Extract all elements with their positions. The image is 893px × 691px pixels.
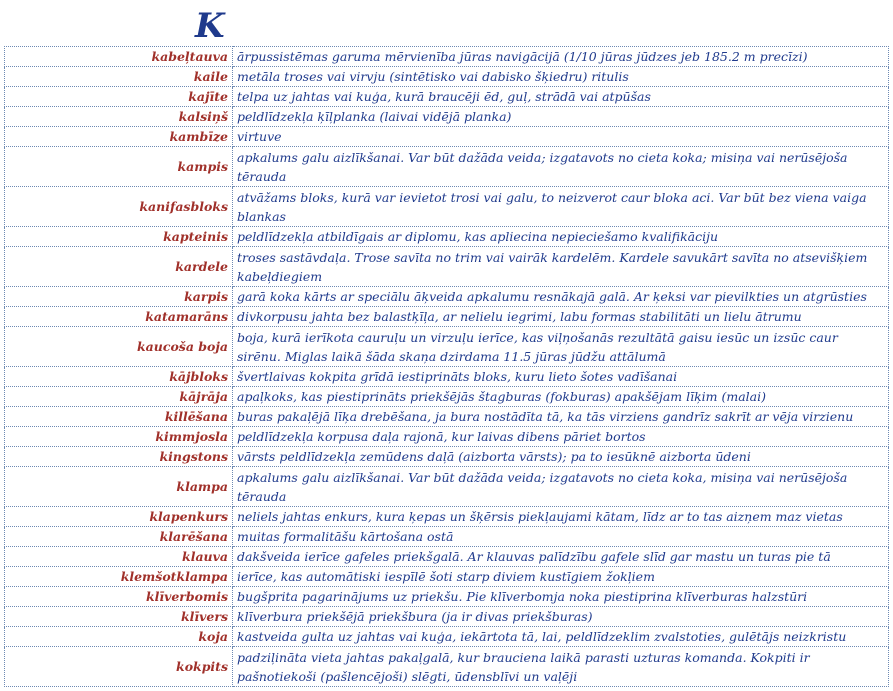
glossary-row: [5, 447, 889, 467]
glossary-term: kardele: [5, 247, 233, 287]
glossary-definition: ārpussistēmas garuma mērvienība jūras navigācijā (1/10 jūras jūdzes jeb 185.2 m precīzi): [233, 47, 889, 67]
glossary-term: kingstons: [5, 447, 233, 467]
glossary-term: klīverbomis: [5, 587, 233, 607]
glossary-term: kalsiņš: [5, 107, 233, 127]
glossary-definition: muitas formalitāšu kārtošana ostā: [233, 527, 889, 547]
glossary-definition: buras pakaļējā līķa drebēšana, ja bura nostādīta tā, ka tās virziens gandrīz sakrīt ar vēja virzienu: [233, 407, 889, 427]
glossary-row: [5, 387, 889, 407]
glossary-row: [5, 107, 889, 127]
glossary-definition: peldlīdzekļa ķīļplanka (laivai vidējā planka): [233, 107, 889, 127]
glossary-definition: divkorpusu jahta bez balastķīļa, ar nelielu iegrimi, labu formas stabilitāti un lielu ātrumu: [233, 307, 889, 327]
glossary-term: kājrāja: [5, 387, 233, 407]
glossary-term: koja: [5, 627, 233, 647]
glossary-row: [5, 127, 889, 147]
glossary-definition: peldlīdzekļa korpusa daļa rajonā, kur laivas dibens pāriet bortos: [233, 427, 889, 447]
glossary-definition: troses sastāvdaļa. Trose savīta no trim vai vairāk kardelēm. Kardele savukārt savīta no atsevišķiem kabeļdiegiem: [233, 247, 889, 287]
glossary-row: [5, 527, 889, 547]
glossary-row: [5, 247, 889, 287]
glossary-row: [5, 427, 889, 447]
glossary-term: kapteinis: [5, 227, 233, 247]
glossary-term: kampis: [5, 147, 233, 187]
glossary-term: kabeļtauva: [5, 47, 233, 67]
glossary-row: [5, 327, 889, 367]
glossary-row: [5, 587, 889, 607]
glossary-term: katamarāns: [5, 307, 233, 327]
glossary-term: kanifasbloks: [5, 187, 233, 227]
glossary-definition: garā koka kārts ar speciālu āķveida apkalumu resnākajā galā. Ar ķeksi var pievilkties un atgrūsties: [233, 287, 889, 307]
glossary-term: klīvers: [5, 607, 233, 627]
glossary-term: klapenkurs: [5, 507, 233, 527]
glossary-definition: klīverbura priekšējā priekšbura (ja ir divas priekšburas): [233, 607, 889, 627]
glossary-row: [5, 307, 889, 327]
glossary-row: [5, 187, 889, 227]
glossary-row: [5, 47, 889, 67]
glossary-row: [5, 467, 889, 507]
glossary-term: klampa: [5, 467, 233, 507]
glossary-row: [5, 287, 889, 307]
glossary-term: karpis: [5, 287, 233, 307]
glossary-term: kimmjosla: [5, 427, 233, 447]
glossary-definition: virtuve: [233, 127, 889, 147]
glossary-definition: ierīce, kas automātiski iespīlē šoti starp diviem kustīgiem žokļiem: [233, 567, 889, 587]
glossary-term: kambīze: [5, 127, 233, 147]
glossary-term: klauva: [5, 547, 233, 567]
glossary-definition: padziļināta vieta jahtas pakaļgalā, kur brauciena laikā parasti uzturas komanda. Kokpiti ir pašnotiekoši (pašlencējoši) slēgti, ūdensblīvi un vaļēji: [233, 647, 889, 687]
glossary-row: [5, 627, 889, 647]
glossary-definition: dakšveida ierīce gafeles priekšgalā. Ar klauvas palīdzību gafele slīd gar mastu un turas pie tā: [233, 547, 889, 567]
glossary-definition: boja, kurā ierīkota cauruļu un virzuļu ierīce, kas viļņošanās rezultātā gaisu iesūc un izsūc caur sirēnu. Miglas laikā šāda skaņa dzirdama 11.5 jūras jūdžu attālumā: [233, 327, 889, 367]
glossary-row: [5, 547, 889, 567]
glossary-row: [5, 607, 889, 627]
glossary-row: [5, 407, 889, 427]
glossary-term: kajīte: [5, 87, 233, 107]
glossary-term: klemšotklampa: [5, 567, 233, 587]
glossary-definition: atvāžams bloks, kurā var ievietot trosi vai galu, to neizverot caur bloka aci. Var būt bez viena vaiga blankas: [233, 187, 889, 227]
glossary-row: [5, 647, 889, 687]
glossary-term: kaucoša boja: [5, 327, 233, 367]
glossary-definition: švertlaivas kokpita grīdā iestiprināts bloks, kuru lieto šotes vadīšanai: [233, 367, 889, 387]
glossary-table: [4, 46, 889, 687]
glossary-definition: telpa uz jahtas vai kuģa, kurā braucēji ēd, guļ, strādā vai atpūšas: [233, 87, 889, 107]
glossary-row: [5, 227, 889, 247]
glossary-term: killēšana: [5, 407, 233, 427]
glossary-definition: neliels jahtas enkurs, kura ķepas un šķērsis piekļaujami kātam, līdz ar to tas aizņem maz vietas: [233, 507, 889, 527]
glossary-term: klarēšana: [5, 527, 233, 547]
glossary-row: [5, 67, 889, 87]
glossary-term: kājbloks: [5, 367, 233, 387]
glossary-definition: bugšprita pagarinājums uz priekšu. Pie klīverbomja noka piestiprina klīverburas halzstūri: [233, 587, 889, 607]
glossary-definition: kastveida gulta uz jahtas vai kuģa, iekārtota tā, lai, peldlīdzeklim zvalstoties, gulētājs neizkristu: [233, 627, 889, 647]
glossary-body: [5, 47, 889, 687]
glossary-definition: apkalums galu aizlīkšanai. Var būt dažāda veida; izgatavots no cieta koka; misiņa vai nerūsējoša tērauda: [233, 147, 889, 187]
glossary-row: [5, 507, 889, 527]
glossary-definition: metāla troses vai virvju (sintētisko vai dabisko šķiedru) ritulis: [233, 67, 889, 87]
glossary-definition: vārsts peldlīdzekļa zemūdens daļā (aizborta vārsts); pa to iesūknē aizborta ūdeni: [233, 447, 889, 467]
glossary-definition: apkalums galu aizlīkšanai. Var būt dažāda veida; izgatavots no cieta koka, misiņa vai nerūsējoša tērauda: [233, 467, 889, 507]
section-letter-heading: K: [195, 6, 225, 46]
glossary-row: [5, 367, 889, 387]
glossary-row: [5, 567, 889, 587]
glossary-definition: peldlīdzekļa atbildīgais ar diplomu, kas apliecina nepieciešamo kvalifikāciju: [233, 227, 889, 247]
glossary-row: [5, 147, 889, 187]
glossary-definition: apaļkoks, kas piestiprināts priekšējās štagburas (fokburas) apakšējam līķim (malai): [233, 387, 889, 407]
glossary-row: [5, 87, 889, 107]
glossary-term: kokpits: [5, 647, 233, 687]
glossary-term: kaile: [5, 67, 233, 87]
